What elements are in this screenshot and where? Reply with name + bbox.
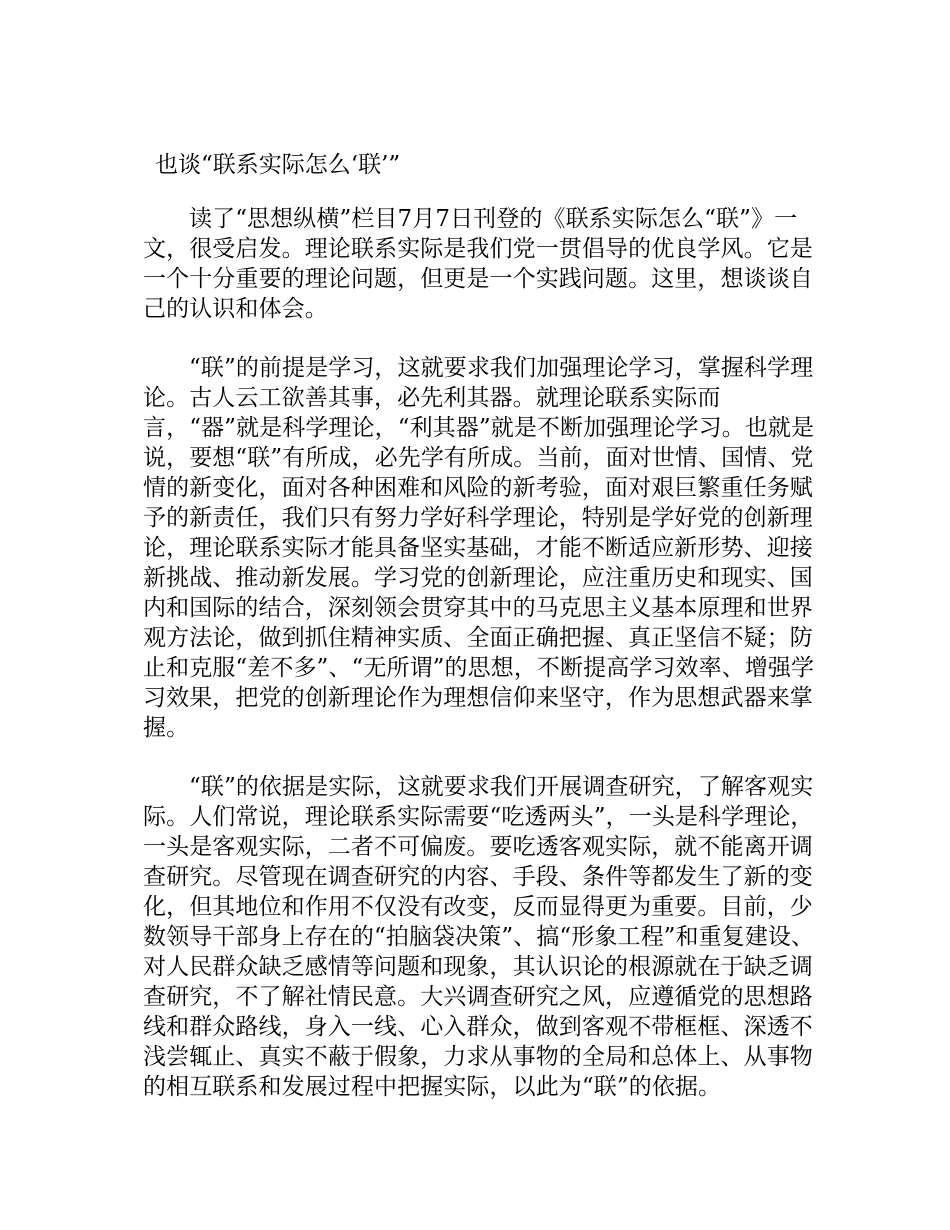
- paragraph-intro: 读了“思想纵横”栏目7月7日刊登的《联系实际怎么“联”》一文，很受启发。理论联系实际是我们党一贯倡导的优良学风。它是一个十分重要的理论问题，但更是一个实践问题。这里，想谈谈自己的认识和体会。: [143, 206, 813, 322]
- document-title: 也谈“联系实际怎么‘联’”: [155, 152, 401, 178]
- document-body: [143, 204, 815, 1131]
- paragraph-investigation: “联”的依据是实际，这就要求我们开展调查研究，了解客观实际。人们常说，理论联系实际需要“吃透两头”，一头是科学理论，一头是客观实际，二者不可偏废。要吃透客观实际，就不能离开调查研究。尽管现在调查研究的内容、手段、条件等都发生了新的变化，但其地位和作用不仅没有改变，反而显得更为重要。目前，少数领导干部身上存在的“拍脑袋决策”、搞“形象工程”和重复建设、对人民群众缺乏感情等问题和现象，其认识论的根源就在于缺乏调查研究，不了解社情民意。大兴调查研究之风，应遵循党的思想路线和群众路线，身入一线、心入群众，做到客观不带框框、深透不浅尝辄止、真实不蔽于假象，力求从事物的全局和总体上、从事物的相互联系和发展过程中把握实际，以此为“联”的依据。: [143, 774, 815, 1100]
- paragraph-study: “联”的前提是学习，这就要求我们加强理论学习，掌握科学理论。古人云工欲善其事，必先利其器。就理论联系实际而言，“器”就是科学理论，“利其器”就是不断加强理论学习。也就是说，要想“联”有所成，必先学有所成。当前，面对世情、国情、党情的新变化，面对各种困难和风险的新考验，面对艰巨繁重任务赋予的新责任，我们只有努力学好科学理论，特别是学好党的创新理论，理论联系实际才能具备坚实基础，才能不断适应新形势、迎接新挑战、推动新发展。学习党的创新理论，应注重历史和现实、国内和国际的结合，深刻领会贯穿其中的马克思主义基本原理和世界观方法论，做到抓住精神实质、全面正确把握、真正坚信不疑；防止和克服“差不多”、“无所谓”的思想，不断提高学习效率、增强学习效果，把党的创新理论作为理想信仰来坚守，作为思想武器来掌握。: [143, 355, 815, 741]
